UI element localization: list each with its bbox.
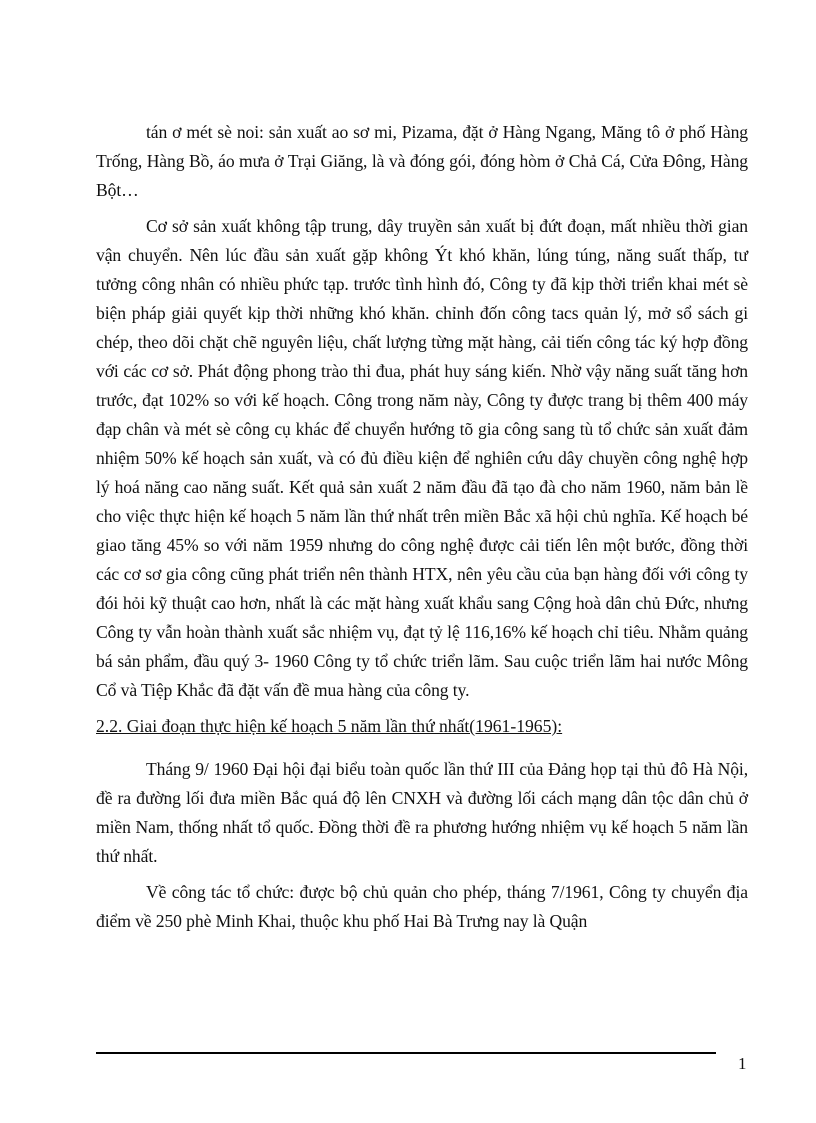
paragraph-3: Tháng 9/ 1960 Đại hội đại biểu toàn quốc lần thứ III của Đảng họp tại thủ đô Hà Nội, đề ra đường lối đưa miền Bắc quá độ lên CNXH và đường lối cách mạng dân tộc dân chủ ở miền Nam, thống nhất tổ quốc. Đồng thời đề ra phương hướng nhiệm vụ kế hoạch 5 năm lần thứ nhất. (96, 759, 748, 866)
footer-divider (96, 1052, 716, 1054)
section-heading: 2.2. Giai đoạn thực hiện kế hoạch 5 năm lần thứ nhất(1961-1965): (96, 716, 563, 736)
paragraph-1: tán ơ mét sè noi: sản xuất ao sơ mi, Pizama, đặt ở Hàng Ngang, Măng tô ở phố Hàng Trống, Hàng Bồ, áo mưa ở Trại Giăng, là và đóng gói, đóng hòm ở Chả Cá, Cửa Đông, Hàng Bột… (96, 122, 748, 200)
page-number: 1 (738, 1054, 747, 1073)
paragraph-4: Về công tác tổ chức: được bộ chủ quản cho phép, tháng 7/1961, Công ty chuyển địa điểm về 250 phè Minh Khai, thuộc khu phố Hai Bà Trưng nay là Quận (96, 882, 748, 931)
page-body (96, 118, 748, 943)
paragraph-2: Cơ sở sản xuất không tập trung, dây truyền sản xuất bị đứt đoạn, mất nhiều thời gian vận chuyển. Nên lúc đầu sản xuất gặp không Ýt khó khăn, lúng túng, năng suất thấp, tư tưởng công nhân có nhiều phức tạp. trước tình hình đó, Công ty đã kịp thời triển khai mét sè biện pháp giải quyết kịp thời những khó khăn. chỉnh đốn công tacs quản lý, mở sổ sách gi chép, theo dõi chặt chẽ nguyên liệu, chất lượng từng mặt hàng, cải tiến công tác ký hợp đồng với các cơ sở. Phát động phong trào thi đua, phát huy sáng kiến. Nhờ vậy năng suất tăng hơn trước, đạt 102% so với kế hoạch. Công trong năm này, Công ty được trang bị thêm 400 máy đạp chân và mét sè công cụ khác để chuyển hướng tõ gia công sang tù tổ chức sản xuất đảm nhiệm 50% kế hoạch sản xuất, và có đủ điều kiện để nghiên cứu dây chuyền công nghệ hợp lý hoá năng cao năng suất. Kết quả sản xuất 2 năm đầu đã tạo đà cho năm 1960, năm bản lề cho việc thực hiện kế hoạch 5 năm lần thứ nhất trên miền Bắc xã hội chủ nghĩa. Kế hoạch bé giao tăng 45% so với năm 1959 nhưng do công nghệ được cải tiến lên một bước, đồng thời các cơ sơ gia công cũng phát triển nên thành HTX, nên yêu cầu của bạn hàng đối với công ty đói hỏi kỹ thuật cao hơn, nhất là các mặt hàng xuất khẩu sang Cộng hoà dân chủ Đức, nhưng Công ty vẫn hoàn thành xuất sắc nhiệm vụ, đạt tỷ lệ 116,16% kế hoạch chỉ tiêu. Nhằm quảng bá sản phẩm, đầu quý 3- 1960 Công ty tổ chức triển lãm. Sau cuộc triển lãm hai nước Mông Cổ và Tiệp Khắc đã đặt vấn đề mua hàng của công ty. (96, 216, 748, 700)
